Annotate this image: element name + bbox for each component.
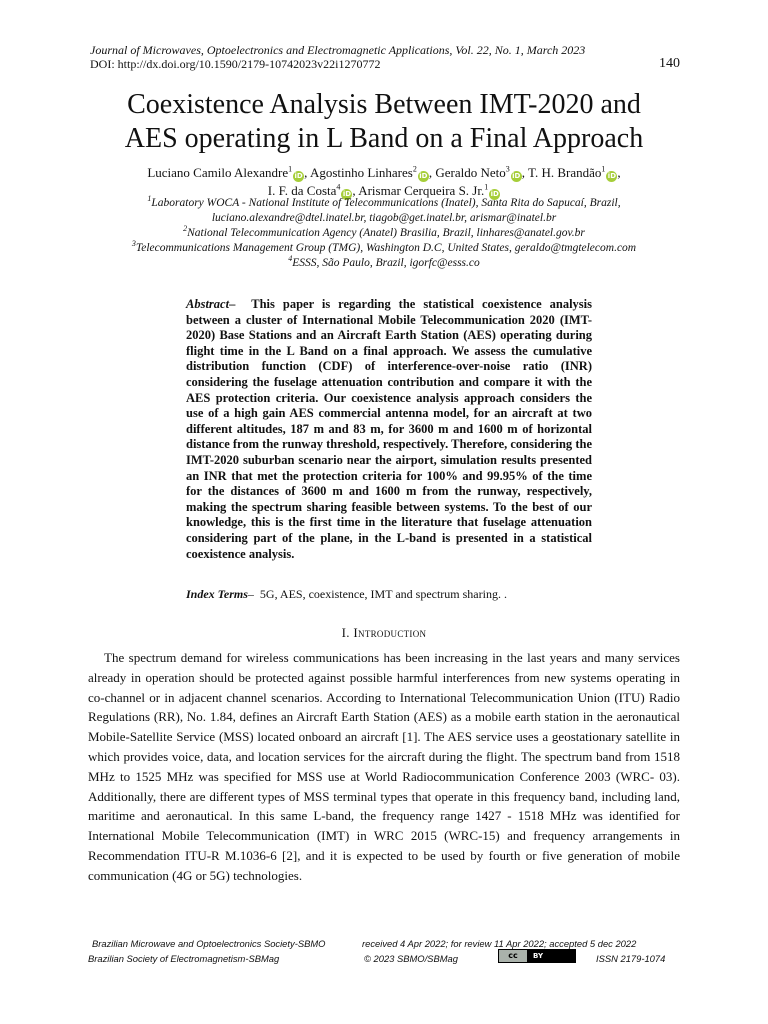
author-line-2: I. F. da Costa$^4$iD, Arismar Cerqueira S. Jr.$^1$iD [267,182,499,198]
section-heading [0,625,768,641]
page-number: 140 [659,56,680,71]
by-label: BY [527,950,575,962]
author-name: T. H. Brandão [528,165,602,180]
abstract-label: Abstract [186,297,230,311]
abstract-text: This paper is regarding the statistical coexistence analysis between a cluster of International Mobile Telecommunication 2020 (IMT-2020) Base Stations and an Aircraft Earth Station (AES) operating during flight time in the L Band on a final approach. We assess the cumulative distribution function (CDF) of interference-over-noise ratio (INR) considering the fuselage attenuation contribution and compare it with the AES protection criteria. Our coexistence analysis approach considers the use of a high gain AES commercial antenna model, for an aircraft at two different altitudes, 187 m and 83 m, for 3600 m and 1600 m of horizontal distance from the runway threshold, respectively. Therefore, considering the IMT-2020 suburban scenario near the airport, simulation results presented an INR that met the protection criteria for 100% and 99.95% of the time for the distances of 3600 m and 1600 m from the runway, respectively, making the spectrum sharing feasible between systems. To the best of our knowledge, this is the first time in the literature that fuselage attenuation considering part of the plane, in the L-band is presented in a statistical coexistence analysis. [186,297,593,561]
orcid-icon[interactable]: iD [490,190,499,198]
abstract [186,297,592,562]
cc-icon: cc [499,950,527,962]
author-affiliation-mark: 4 [336,182,341,192]
index-terms-text: 5G, AES, coexistence, IMT and spectrum sharing. . [259,587,507,601]
author-affiliation-mark: 2 [412,164,417,174]
abstract-dash: – [229,297,236,311]
orcid-icon[interactable]: iD [342,190,352,198]
author-name: Luciano Camilo Alexandre [147,165,289,180]
affiliation-number: 2 [183,224,188,234]
author-name: Arismar Cerqueira S. Jr. [358,183,485,198]
author-affiliation-mark: 3 [505,164,510,174]
doi-link[interactable]: DOI: http://dx.doi.org/10.1590/2179-10742023v22i1270772 [90,57,381,71]
body-text [88,648,680,886]
affiliation-1-emails: luciano.alexandre@dtel.inatel.br, tiagob@get.inatel.br, arismar@inatel.br [211,212,557,224]
footer-society-2: Brazilian Society of Electromagnetism-SBMag [88,953,280,964]
section-number: I. [341,625,350,640]
author-name: Geraldo Neto [435,165,506,180]
affiliation-text: Telecommunications Management Group (TMG), Washington D.C, United States, geraldo@tmgtelecom.com [135,242,637,254]
index-terms [186,587,592,602]
author-affiliation-mark: 1 [484,182,489,192]
author-name: I. F. da Costa [267,183,337,198]
orcid-icon[interactable]: iD [419,172,428,180]
orcid-icon[interactable]: iD [294,172,303,180]
paper-title [0,88,768,156]
title-line-2: AES operating in L Band on a Final Approach [124,123,644,154]
journal-citation: Journal of Microwaves, Optoelectronics and Electromagnetic Applications, Vol. 22, No. 1, March 2023 [90,43,586,57]
orcid-icon[interactable]: iD [512,172,521,180]
index-terms-label: Index Terms [186,587,248,601]
affiliation-number: 4 [288,254,293,264]
cc-by-license-badge[interactable] [498,949,576,963]
author-affiliation-mark: 1 [601,164,606,174]
affiliation-text: Laboratory WOCA - National Institute of Telecommunications (Inatel), Santa Rita do Sapucaí, Brazil, [151,197,621,209]
affiliation-3 [0,241,768,256]
author-list [0,164,768,200]
affiliation-number: 3 [131,239,136,249]
affiliation-number: 1 [147,194,152,204]
orcid-icon[interactable]: iD [607,172,617,180]
footer-copyright: © 2023 SBMO/SBMag [364,953,458,964]
affiliation-text: ESSS, São Paulo, Brazil, igorfc@esss.co [292,257,480,269]
paragraph: The spectrum demand for wireless communications has been increasing in the last years and many services already in operation should be protected against possible harmful interferences from new systems operating in co-channel or in adjacent channel scenarios. According to International Telecommunication Union (ITU) Radio Regulations (RR), No. 1.84, defines an Aircraft Earth Station (AES) as a mobile earth station in the aeronautical Mobile-Satellite Service (MSS) located onboard an aircraft [1]. The AES service uses a geostationary satellite in which provides voice, data, and location services for the aircraft during the flight. The spectrum band from 1518 MHz to 1525 MHz was specified for MSS use at World Radiocommunication Conference 2003 (WRC- 03). Additionally, there are different types of MSS terminal types that operate in this frequency band, including land, maritime and aeronautical. In this same L-band, the frequency range 1427 - 1518 MHz was identified for International Mobile Telecommunication (IMT) in WRC 2015 (WRC-15) and frequency arrangements in Recommendation ITU-R M.1036-6 [2], and it is expected to be used by fourth or five generation of mobile communication (4G or 5G) technologies. [88,650,680,883]
affiliation-4 [0,256,768,271]
author-affiliation-mark: 1 [288,164,293,174]
affiliation-2 [0,226,768,241]
footer-received: received 4 Apr 2022; for review 11 Apr 2022; accepted 5 dec 2022 [362,938,637,949]
affiliations [0,196,768,271]
affiliation-text: National Telecommunication Agency (Anatel) Brasilia, Brazil, linhares@anatel.gov.br [187,227,585,239]
title-line-1: Coexistence Analysis Between IMT-2020 and [127,89,641,120]
affiliation-1 [0,196,768,211]
section-title: Introduction [353,625,427,640]
author-name: Agostinho Linhares [309,165,413,180]
author-line-1: Luciano Camilo Alexandre$^1$iD, Agostinho Linhares$^2$iD, Geraldo Neto$^3$iD, T. H. Brandão$^1$iD, [147,164,621,180]
footer-society-1: Brazilian Microwave and Optoelectronics Society-SBMO [92,938,326,949]
footer-issn: ISSN 2179-1074 [596,953,666,964]
index-terms-dash: – [247,587,254,601]
